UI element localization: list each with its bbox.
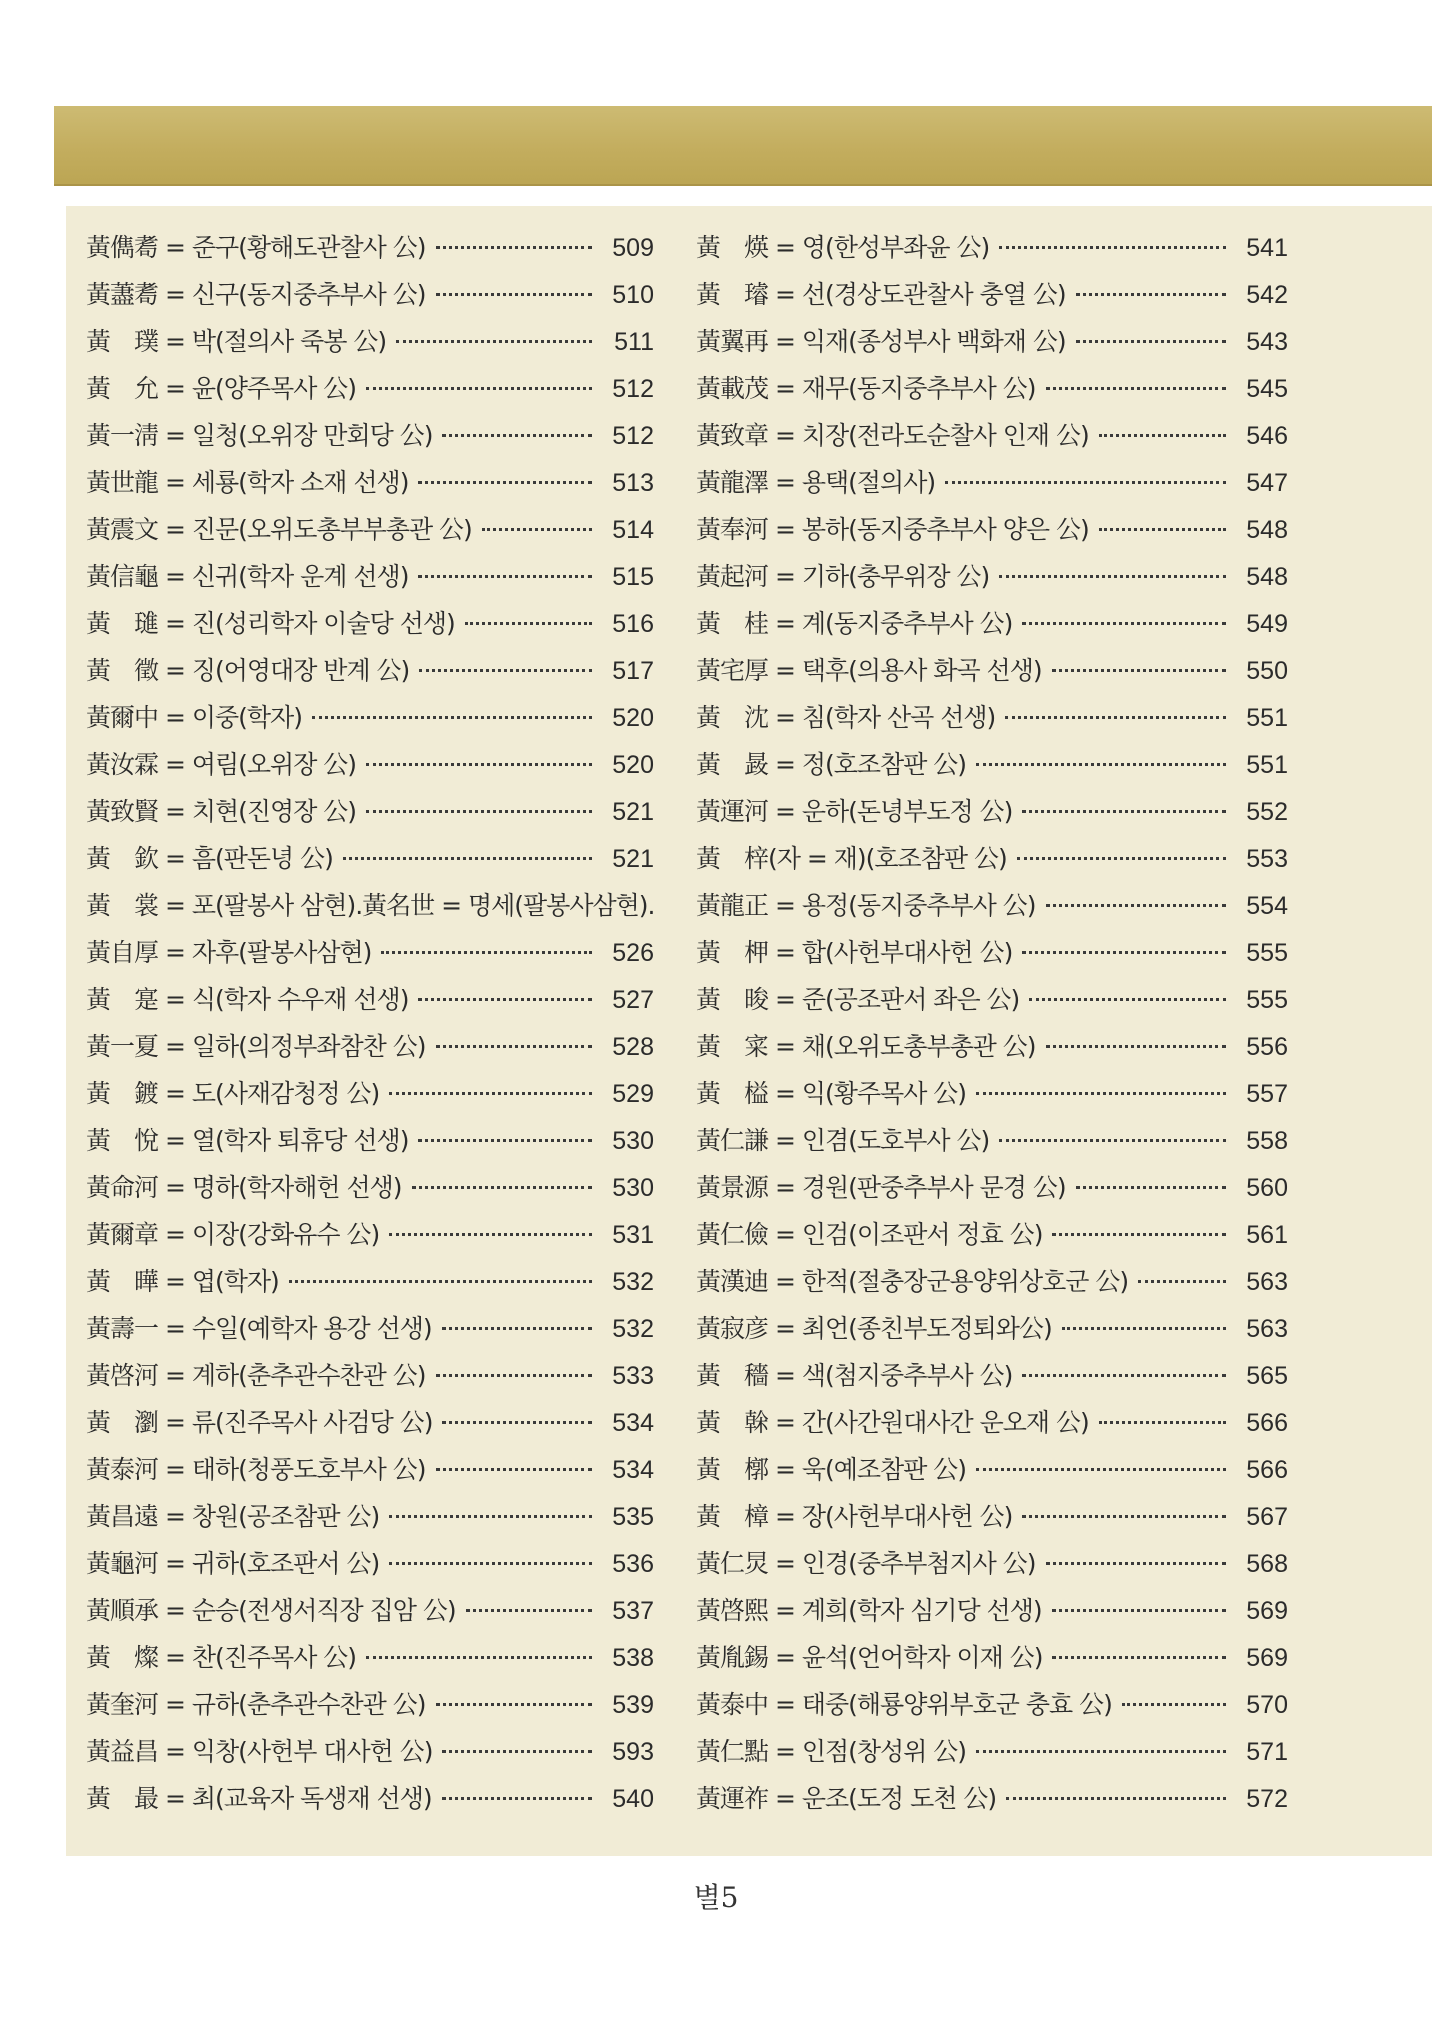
toc-entry-page: 545 [1246, 375, 1288, 403]
toc-entry [696, 933, 1288, 980]
toc-entry-text: 黃一淸 = 일청(오위장 만회당 公) [86, 421, 433, 450]
toc-entry-text: 黃胤錫 = 윤석(언어학자 이재 公) [696, 1643, 1043, 1672]
toc-entry [696, 416, 1288, 463]
toc-entry-page: 569 [1246, 1644, 1288, 1672]
dot-leader [436, 246, 593, 249]
toc-entry-text: 黃 柙 = 합(사헌부대사헌 公) [696, 938, 1013, 967]
toc-entry-text: 黃信龜 = 신귀(학자 운계 선생) [86, 562, 409, 591]
toc-entry-page: 547 [1246, 469, 1288, 497]
dot-leader [1122, 1703, 1226, 1706]
toc-entry-page: 533 [612, 1362, 654, 1390]
toc-entry-text: 黃 沈 = 침(학자 산곡 선생) [696, 703, 996, 732]
toc-entry [86, 322, 654, 369]
dot-leader [1017, 857, 1226, 860]
toc-entry-text: 黃一夏 = 일하(의정부좌참찬 公) [86, 1032, 426, 1061]
toc-entry [86, 1638, 654, 1685]
toc-entry [86, 557, 654, 604]
dot-leader [999, 575, 1226, 578]
toc-entry-text: 黃 榦 = 간(사간원대사간 운오재 公) [696, 1408, 1089, 1437]
toc-entry [696, 322, 1288, 369]
toc-entry-page: 538 [612, 1644, 654, 1672]
toc-entry [86, 792, 654, 839]
toc-entry-text: 黃順承 = 순승(전생서직장 집암 公) [86, 1596, 456, 1625]
toc-entry-text: 黃震文 = 진문(오위도총부부총관 公) [86, 515, 472, 544]
toc-entry-text: 黃運河 = 운하(돈녕부도정 公) [696, 797, 1013, 826]
toc-entry [696, 1779, 1288, 1826]
toc-entry [696, 1168, 1288, 1215]
dot-leader [381, 951, 592, 954]
dot-leader [1052, 669, 1226, 672]
dot-leader [1046, 1045, 1227, 1048]
dot-leader [436, 293, 593, 296]
toc-entry-text: 黃益昌 = 익창(사헌부 대사헌 公) [86, 1737, 433, 1766]
toc-entry-page: 551 [1246, 751, 1288, 779]
dot-leader [1046, 387, 1227, 390]
dot-leader [389, 1562, 592, 1565]
toc-entry-page: 558 [1246, 1127, 1288, 1155]
toc-entry-page: 570 [1246, 1691, 1288, 1719]
toc-entry-text: 黃 璿 = 선(경상도관찰사 충열 公) [696, 280, 1066, 309]
toc-entry-text: 黃 寔 = 식(학자 수우재 선생) [86, 985, 409, 1014]
toc-entry [86, 980, 654, 1027]
toc-entry [86, 510, 654, 557]
dot-leader [418, 998, 592, 1001]
toc-entry [696, 886, 1288, 933]
toc-entry-text: 黃 璡 = 진(성리학자 이술당 선생) [86, 609, 455, 638]
toc-entry [696, 1685, 1288, 1732]
toc-entry [86, 1732, 654, 1779]
toc-entry-page: 566 [1246, 1409, 1288, 1437]
toc-entry-text: 黃 樟 = 장(사헌부대사헌 公) [696, 1502, 1013, 1531]
toc-entry-text: 黃 瀏 = 류(진주목사 사검당 公) [86, 1408, 433, 1437]
toc-entry-page: 593 [612, 1738, 654, 1766]
toc-entry [696, 1732, 1288, 1779]
toc-entry-text: 黃 梓(자 = 재)(호조참판 公) [696, 844, 1007, 873]
toc-entry-page: 515 [612, 563, 654, 591]
header-band [54, 106, 1432, 186]
toc-entry-page: 569 [1246, 1597, 1288, 1625]
toc-entry-text: 黃啓熙 = 계희(학자 심기당 선생) [696, 1596, 1042, 1625]
toc-entry [696, 1027, 1288, 1074]
dot-leader [389, 1092, 592, 1095]
toc-entry-page: 563 [1246, 1315, 1288, 1343]
toc-entry-text: 黃 槨 = 욱(예조참판 公) [696, 1455, 967, 1484]
toc-entry-text: 黃 寀 = 채(오위도총부총관 公) [696, 1032, 1036, 1061]
dot-leader [976, 763, 1226, 766]
toc-entry-page: 520 [612, 704, 654, 732]
dot-leader [1046, 904, 1227, 907]
toc-entry-page: 541 [1246, 234, 1288, 262]
toc-entry-page: 514 [612, 516, 654, 544]
toc-entry-page: 528 [612, 1033, 654, 1061]
toc-entry-text: 黃昌遠 = 창원(공조참판 公) [86, 1502, 380, 1531]
toc-entry [696, 1309, 1288, 1356]
toc-entry [86, 1497, 654, 1544]
toc-entry [86, 228, 654, 275]
toc-entry-page: 543 [1246, 328, 1288, 356]
toc-entry [696, 1121, 1288, 1168]
dot-leader [1062, 1327, 1226, 1330]
toc-entry-text: 黃 晙 = 준(공조판서 좌은 公) [696, 985, 1020, 1014]
toc-entry [86, 933, 654, 980]
toc-entry-page: 563 [1246, 1268, 1288, 1296]
toc-entry [696, 1215, 1288, 1262]
dot-leader [436, 1045, 593, 1048]
dot-leader [1006, 1797, 1226, 1800]
dot-leader [1076, 293, 1226, 296]
toc-entry-text: 黃翼再 = 익재(종성부사 백화재 公) [696, 327, 1066, 356]
toc-entry [86, 1215, 654, 1262]
toc-entry [86, 886, 654, 933]
toc-entry [696, 1074, 1288, 1121]
toc-entry-text: 黃 裳 = 포(팔봉사 삼현).黃名世 = 명세(팔봉사삼현). [86, 891, 655, 920]
toc-entry-page: 568 [1246, 1550, 1288, 1578]
toc-entry-text: 黃壽一 = 수일(예학자 용강 선생) [86, 1314, 432, 1343]
toc-entry-text: 黃 曄 = 엽(학자) [86, 1267, 279, 1296]
dot-leader [442, 1797, 592, 1800]
dot-leader [366, 1656, 592, 1659]
dot-leader [442, 1421, 592, 1424]
toc-entry-page: 521 [612, 798, 654, 826]
toc-entry [696, 1403, 1288, 1450]
toc-entry-text: 黃奉河 = 봉하(동지중추부사 양은 公) [696, 515, 1089, 544]
toc-entry-page: 535 [612, 1503, 654, 1531]
dot-leader [436, 1703, 593, 1706]
toc-entry-page: 542 [1246, 281, 1288, 309]
toc-entry-page: 516 [612, 610, 654, 638]
toc-entry-text: 黃寂彦 = 최언(종친부도정퇴와公) [696, 1314, 1052, 1343]
toc-entry-text: 黃 穡 = 색(첨지중추부사 公) [696, 1361, 1013, 1390]
toc-entry-page: 546 [1246, 422, 1288, 450]
toc-entry-page: 572 [1246, 1785, 1288, 1813]
toc-entry-page: 534 [612, 1456, 654, 1484]
toc-entry-page: 532 [612, 1268, 654, 1296]
toc-entry-page: 556 [1246, 1033, 1288, 1061]
toc-entry [86, 1591, 654, 1638]
toc-entry-text: 黃 鍍 = 도(사재감청정 公) [86, 1079, 380, 1108]
toc-entry-text: 黃宅厚 = 택후(의용사 화곡 선생) [696, 656, 1042, 685]
toc-entry-text: 黃 榏 = 익(황주목사 公) [696, 1079, 967, 1108]
toc-entry-page: 561 [1246, 1221, 1288, 1249]
toc-entry [696, 1591, 1288, 1638]
toc-entry-text: 黃龍正 = 용정(동지중추부사 公) [696, 891, 1036, 920]
toc-entry-text: 黃 最 = 최(교육자 독생재 선생) [86, 1784, 432, 1813]
dot-leader [1022, 1515, 1226, 1518]
toc-entry-page: 526 [612, 939, 654, 967]
toc-entry [86, 1356, 654, 1403]
toc-entry [86, 369, 654, 416]
toc-entry-text: 黃仁儉 = 인검(이조판서 정효 公) [696, 1220, 1043, 1249]
toc-entry-page: 554 [1246, 892, 1288, 920]
toc-entry [696, 369, 1288, 416]
toc-entry-text: 黃奎河 = 규하(춘추관수찬관 公) [86, 1690, 426, 1719]
toc-entry [86, 1685, 654, 1732]
dot-leader [1099, 528, 1226, 531]
toc-entry-page: 521 [612, 845, 654, 873]
toc-entry-text: 黃起河 = 기하(충무위장 公) [696, 562, 990, 591]
toc-entry [696, 651, 1288, 698]
toc-entry [86, 1074, 654, 1121]
toc-entry [86, 651, 654, 698]
dot-leader [482, 528, 592, 531]
toc-column-left [86, 228, 654, 1826]
toc-entry-text: 黃 桂 = 계(동지중추부사 公) [696, 609, 1013, 638]
toc-entry [696, 557, 1288, 604]
dot-leader [312, 716, 592, 719]
toc-entry-page: 529 [612, 1080, 654, 1108]
toc-entry [86, 604, 654, 651]
toc-entry-text: 黃儁耈 = 준구(황해도관찰사 公) [86, 233, 426, 262]
dot-leader [396, 340, 592, 343]
dot-leader [1022, 622, 1226, 625]
toc-entry-text: 黃景源 = 경원(판중추부사 문경 公) [696, 1173, 1066, 1202]
toc-entry-page: 539 [612, 1691, 654, 1719]
toc-entry [86, 698, 654, 745]
toc-entry [86, 1779, 654, 1826]
toc-entry-text: 黃爾中 = 이중(학자) [86, 703, 302, 732]
toc-entry-page: 540 [612, 1785, 654, 1813]
toc-entry-text: 黃 悅 = 열(학자 퇴휴당 선생) [86, 1126, 409, 1155]
toc-entry-page: 553 [1246, 845, 1288, 873]
dot-leader [1022, 1374, 1226, 1377]
toc-entry [696, 698, 1288, 745]
toc-entry-page: 549 [1246, 610, 1288, 638]
toc-entry-text: 黃致賢 = 치현(진영장 公) [86, 797, 357, 826]
toc-entry-text: 黃藎耈 = 신구(동지중추부사 公) [86, 280, 426, 309]
toc-entry [696, 792, 1288, 839]
dot-leader [1022, 810, 1226, 813]
toc-entry [696, 839, 1288, 886]
toc-entry-text: 黃自厚 = 자후(팔봉사삼현) [86, 938, 372, 967]
dot-leader [999, 1139, 1226, 1142]
toc-entry-page: 548 [1246, 516, 1288, 544]
toc-column-right [696, 228, 1288, 1826]
toc-entry [86, 1450, 654, 1497]
toc-entry-page: 555 [1246, 986, 1288, 1014]
toc-entry [696, 1497, 1288, 1544]
toc-entry-page: 550 [1246, 657, 1288, 685]
toc-entry-text: 黃爾章 = 이장(강화유수 公) [86, 1220, 380, 1249]
dot-leader [465, 622, 592, 625]
dot-leader [1046, 1562, 1227, 1565]
toc-entry [696, 1544, 1288, 1591]
toc-entry [696, 463, 1288, 510]
toc-entry-text: 黃泰河 = 태하(청풍도호부사 公) [86, 1455, 426, 1484]
toc-entry [86, 1403, 654, 1450]
dot-leader [366, 763, 592, 766]
toc-entry [86, 1262, 654, 1309]
toc-entry-page: 511 [614, 328, 654, 356]
dot-leader [1099, 434, 1226, 437]
dot-leader [466, 1609, 592, 1612]
toc-entry-text: 黃仁謙 = 인겸(도호부사 公) [696, 1126, 990, 1155]
toc-entry [86, 1168, 654, 1215]
dot-leader [1029, 998, 1226, 1001]
toc-entry-text: 黃龜河 = 귀하(호조판서 公) [86, 1549, 380, 1578]
dot-leader [442, 1750, 592, 1753]
toc-entry-text: 黃漢迪 = 한적(절충장군용양위상호군 公) [696, 1267, 1129, 1296]
toc-entry-text: 黃 欽 = 흠(판돈녕 公) [86, 844, 333, 873]
toc-entry-page: 513 [612, 469, 654, 497]
toc-panel [66, 206, 1432, 1856]
toc-entry-text: 黃 璞 = 박(절의사 죽봉 公) [86, 327, 387, 356]
toc-entry-page: 534 [612, 1409, 654, 1437]
toc-entry-text: 黃 燦 = 찬(진주목사 公) [86, 1643, 357, 1672]
toc-entry [86, 745, 654, 792]
dot-leader [976, 1468, 1226, 1471]
toc-entry-page: 565 [1246, 1362, 1288, 1390]
toc-entry-text: 黃汝霖 = 여림(오위장 公) [86, 750, 357, 779]
dot-leader [436, 1374, 593, 1377]
toc-entry-text: 黃龍澤 = 용택(절의사) [696, 468, 936, 497]
dot-leader [1099, 1421, 1226, 1424]
toc-entry [696, 745, 1288, 792]
toc-entry-page: 510 [612, 281, 654, 309]
dot-leader [389, 1515, 592, 1518]
toc-entry-text: 黃泰中 = 태중(해룡양위부호군 충효 公) [696, 1690, 1112, 1719]
toc-entry-page: 557 [1246, 1080, 1288, 1108]
toc-entry-page: 520 [612, 751, 654, 779]
toc-entry-page: 537 [612, 1597, 654, 1625]
dot-leader [412, 1186, 593, 1189]
dot-leader [442, 434, 592, 437]
dot-leader [436, 1468, 593, 1471]
toc-entry-page: 548 [1246, 563, 1288, 591]
toc-entry [86, 839, 654, 886]
dot-leader [418, 481, 592, 484]
toc-entry-page: 512 [612, 422, 654, 450]
toc-entry-page: 531 [612, 1221, 654, 1249]
dot-leader [1052, 1233, 1226, 1236]
toc-entry-text: 黃 晸 = 정(호조참판 公) [696, 750, 967, 779]
toc-entry-page: 551 [1246, 704, 1288, 732]
dot-leader [1076, 1186, 1226, 1189]
toc-entry-page: 532 [612, 1315, 654, 1343]
dot-leader [418, 1139, 592, 1142]
dot-leader [289, 1280, 592, 1283]
toc-entry [696, 1638, 1288, 1685]
dot-leader [1052, 1609, 1226, 1612]
toc-entry-page: 567 [1246, 1503, 1288, 1531]
toc-entry [86, 1309, 654, 1356]
toc-entry-page: 527 [612, 986, 654, 1014]
toc-entry [696, 1262, 1288, 1309]
toc-entry-text: 黃運祚 = 운조(도정 도천 公) [696, 1784, 997, 1813]
dot-leader [976, 1092, 1226, 1095]
dot-leader [999, 246, 1226, 249]
toc-entry [696, 275, 1288, 322]
toc-entry [86, 416, 654, 463]
toc-entry [696, 1356, 1288, 1403]
toc-entry [86, 1121, 654, 1168]
toc-entry [696, 604, 1288, 651]
dot-leader [1052, 1656, 1226, 1659]
dot-leader [1076, 340, 1226, 343]
dot-leader [418, 575, 592, 578]
toc-entry [86, 463, 654, 510]
dot-leader [1022, 951, 1226, 954]
dot-leader [1005, 716, 1226, 719]
page-number: 별5 [693, 1881, 739, 1914]
toc-entry-text: 黃 允 = 윤(양주목사 公) [86, 374, 357, 403]
dot-leader [389, 1233, 592, 1236]
toc-entry-page: 536 [612, 1550, 654, 1578]
toc-entry-text: 黃載茂 = 재무(동지중추부사 公) [696, 374, 1036, 403]
toc-entry-text: 黃命河 = 명하(학자해헌 선생) [86, 1173, 402, 1202]
dot-leader [343, 857, 592, 860]
toc-entry-page: 566 [1246, 1456, 1288, 1484]
toc-entry [86, 1544, 654, 1591]
toc-entry [696, 510, 1288, 557]
toc-entry [696, 980, 1288, 1027]
toc-entry [696, 228, 1288, 275]
toc-entry-page: 517 [612, 657, 654, 685]
toc-entry-page: 512 [612, 375, 654, 403]
toc-entry [696, 1450, 1288, 1497]
dot-leader [945, 481, 1226, 484]
toc-entry-text: 黃啓河 = 계하(춘추관수찬관 公) [86, 1361, 426, 1390]
toc-entry-text: 黃致章 = 치장(전라도순찰사 인재 公) [696, 421, 1089, 450]
header-title [54, 106, 1432, 186]
toc-entry-text: 黃仁炅 = 인경(중추부첨지사 公) [696, 1549, 1036, 1578]
toc-entry-text: 黃仁點 = 인점(창성위 公) [696, 1737, 967, 1766]
toc-entry-page: 571 [1246, 1738, 1288, 1766]
dot-leader [1138, 1280, 1226, 1283]
dot-leader [366, 387, 592, 390]
toc-entry [86, 275, 654, 322]
dot-leader [442, 1327, 592, 1330]
toc-entry-page: 555 [1246, 939, 1288, 967]
dot-leader [366, 810, 592, 813]
toc-entry-text: 黃世龍 = 세룡(학자 소재 선생) [86, 468, 409, 497]
toc-entry [86, 1027, 654, 1074]
toc-entry-page: 560 [1246, 1174, 1288, 1202]
toc-entry-text: 黃 徵 = 징(어영대장 반계 公) [86, 656, 410, 685]
dot-leader [976, 1750, 1226, 1753]
dot-leader [419, 669, 592, 672]
toc-entry-page: 530 [612, 1127, 654, 1155]
toc-entry-text: 黃 煐 = 영(한성부좌윤 公) [696, 233, 990, 262]
toc-entry-page: 530 [612, 1174, 654, 1202]
toc-entry-page: 509 [612, 234, 654, 262]
toc-entry-page: 552 [1246, 798, 1288, 826]
